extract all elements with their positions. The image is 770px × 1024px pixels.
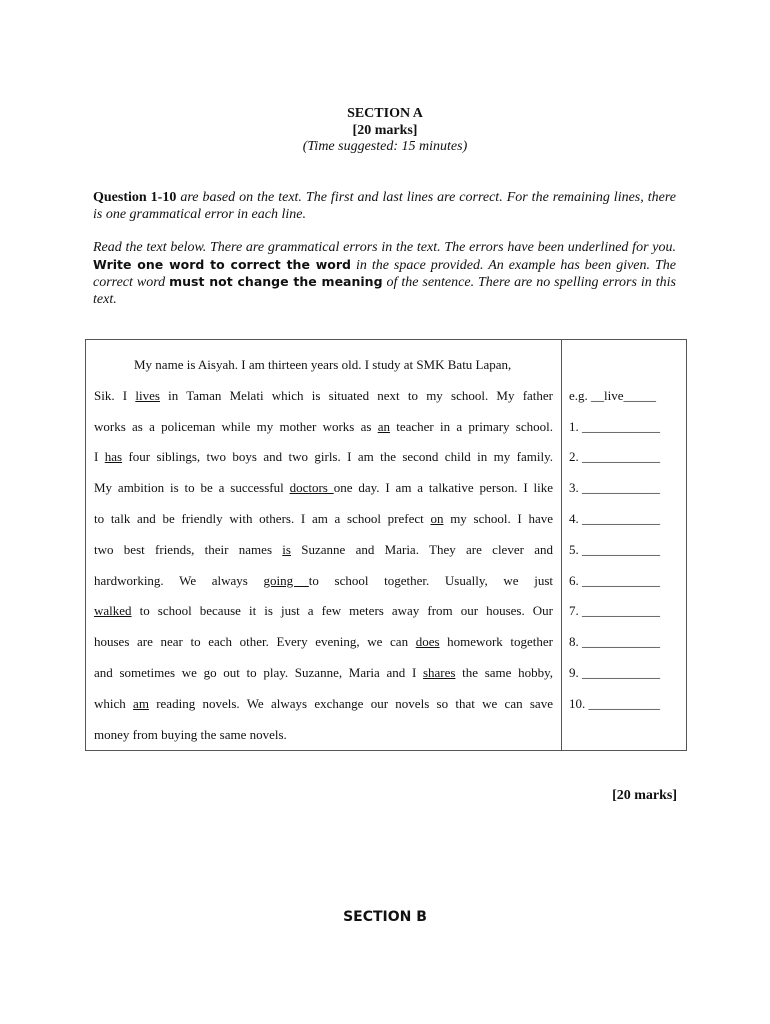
underlined-error: on <box>430 510 444 526</box>
passage-line <box>86 627 561 658</box>
passage-text: to school together. Usually, we just <box>308 572 553 588</box>
answer-blank: 7. ____________ <box>569 603 660 619</box>
passage-line <box>86 442 561 473</box>
answer-blank: 9. ____________ <box>569 664 660 680</box>
passage-line <box>86 340 561 381</box>
passage-text: to talk and be friendly with others. I am a school prefect <box>94 510 431 526</box>
passage-text: the same hobby, <box>455 664 553 680</box>
passage-line <box>86 720 561 751</box>
passage-line <box>86 504 561 535</box>
instruction-paragraph-2 <box>93 240 676 309</box>
next-section-title: SECTION B <box>343 909 427 925</box>
answer-blank: 3. ____________ <box>569 480 660 496</box>
passage-text: My ambition is to be a successful <box>94 480 290 496</box>
question-table <box>85 339 687 751</box>
section-title: SECTION A <box>347 106 423 121</box>
example-answer: e.g. __live_____ <box>569 387 657 403</box>
instruction-paragraph-1 <box>93 190 676 223</box>
answer-blank: 6. ____________ <box>569 572 660 588</box>
underlined-error: is <box>282 541 291 557</box>
passage-text: My name is Aisyah. I am thirteen years old. I study at SMK Batu Lapan, <box>134 357 512 372</box>
passage-line <box>86 596 561 627</box>
passage-text: hardworking. We always <box>94 572 264 588</box>
underlined-error: walked <box>94 603 132 619</box>
passage-text: works as a policeman while my mother works as <box>94 418 378 434</box>
instruction-text: in the space provided. An example has been given. The correct word <box>93 257 676 291</box>
passage-text: my school. I have <box>443 510 554 526</box>
passage-text: reading novels. We always exchange our novels so that we can save <box>148 695 553 711</box>
passage-text: money from buying the same novels. <box>94 726 287 742</box>
underlined-error: going <box>263 572 309 588</box>
answer-blank: 8. ____________ <box>569 634 660 650</box>
underlined-error: doctors <box>289 480 334 496</box>
underlined-error: shares <box>422 664 456 680</box>
passage-line <box>86 381 561 412</box>
passage-text: four siblings, two boys and two girls. I am the second child in my family. <box>122 449 553 465</box>
passage-text: homework together <box>439 634 553 650</box>
passage-text: which <box>94 695 134 711</box>
answer-column <box>562 340 687 751</box>
passage-line <box>86 566 561 597</box>
passage-line <box>86 535 561 566</box>
answer-blank: 1. ____________ <box>569 418 660 434</box>
answer-blank: 5. ____________ <box>569 541 660 557</box>
underlined-error: am <box>133 695 149 711</box>
instruction-text: of the sentence. There are no spelling errors in this text. <box>93 275 676 308</box>
passage-text: I <box>94 449 105 465</box>
underlined-error: an <box>377 418 390 434</box>
instruction-emphasis: Write one word to correct the word <box>93 256 351 272</box>
time-suggested: (Time suggested: 15 minutes) <box>302 139 468 154</box>
passage-line <box>86 473 561 504</box>
passage-line <box>86 689 561 720</box>
answer-blank: 10. ___________ <box>569 695 660 711</box>
instruction-text: Read the text below. There are grammatical errors in the text. The errors have been underlined for you. <box>93 240 676 255</box>
passage-line <box>86 658 561 689</box>
section-marks: [20 marks] <box>352 123 418 138</box>
passage-text: houses are near to each other. Every evening, we can <box>94 634 416 650</box>
instruction-text: are based on the text. The first and last lines are correct. For the remaining lines, there is one grammatical error in each line. <box>93 190 676 222</box>
passage-text: Sik. I <box>94 387 136 403</box>
answer-blank: 2. ____________ <box>569 449 660 465</box>
instruction-emphasis: must not change the meaning <box>169 274 383 290</box>
passage-text: one day. I am a talkative person. I like <box>333 480 554 496</box>
underlined-error: lives <box>135 387 160 403</box>
passage-text: teacher in a primary school. <box>389 418 553 434</box>
passage-column <box>86 340 562 751</box>
passage-text: to school because it is just a few meters away from our houses. Our <box>131 603 553 619</box>
total-marks: [20 marks] <box>612 788 677 803</box>
passage-text: two best friends, their names <box>94 541 283 557</box>
answer-blank <box>562 340 686 381</box>
answer-blank: 4. ____________ <box>569 510 660 526</box>
answer-blank <box>562 720 686 751</box>
passage-line <box>86 412 561 443</box>
underlined-error: does <box>415 634 440 650</box>
passage-text: and sometimes we go out to play. Suzanne, Maria and I <box>94 664 423 680</box>
underlined-error: has <box>104 449 123 465</box>
passage-text: in Taman Melati which is situated next to my school. My father <box>159 387 554 403</box>
question-range: Question 1-10 <box>93 190 177 205</box>
passage-text: Suzanne and Maria. They are clever and <box>290 541 553 557</box>
